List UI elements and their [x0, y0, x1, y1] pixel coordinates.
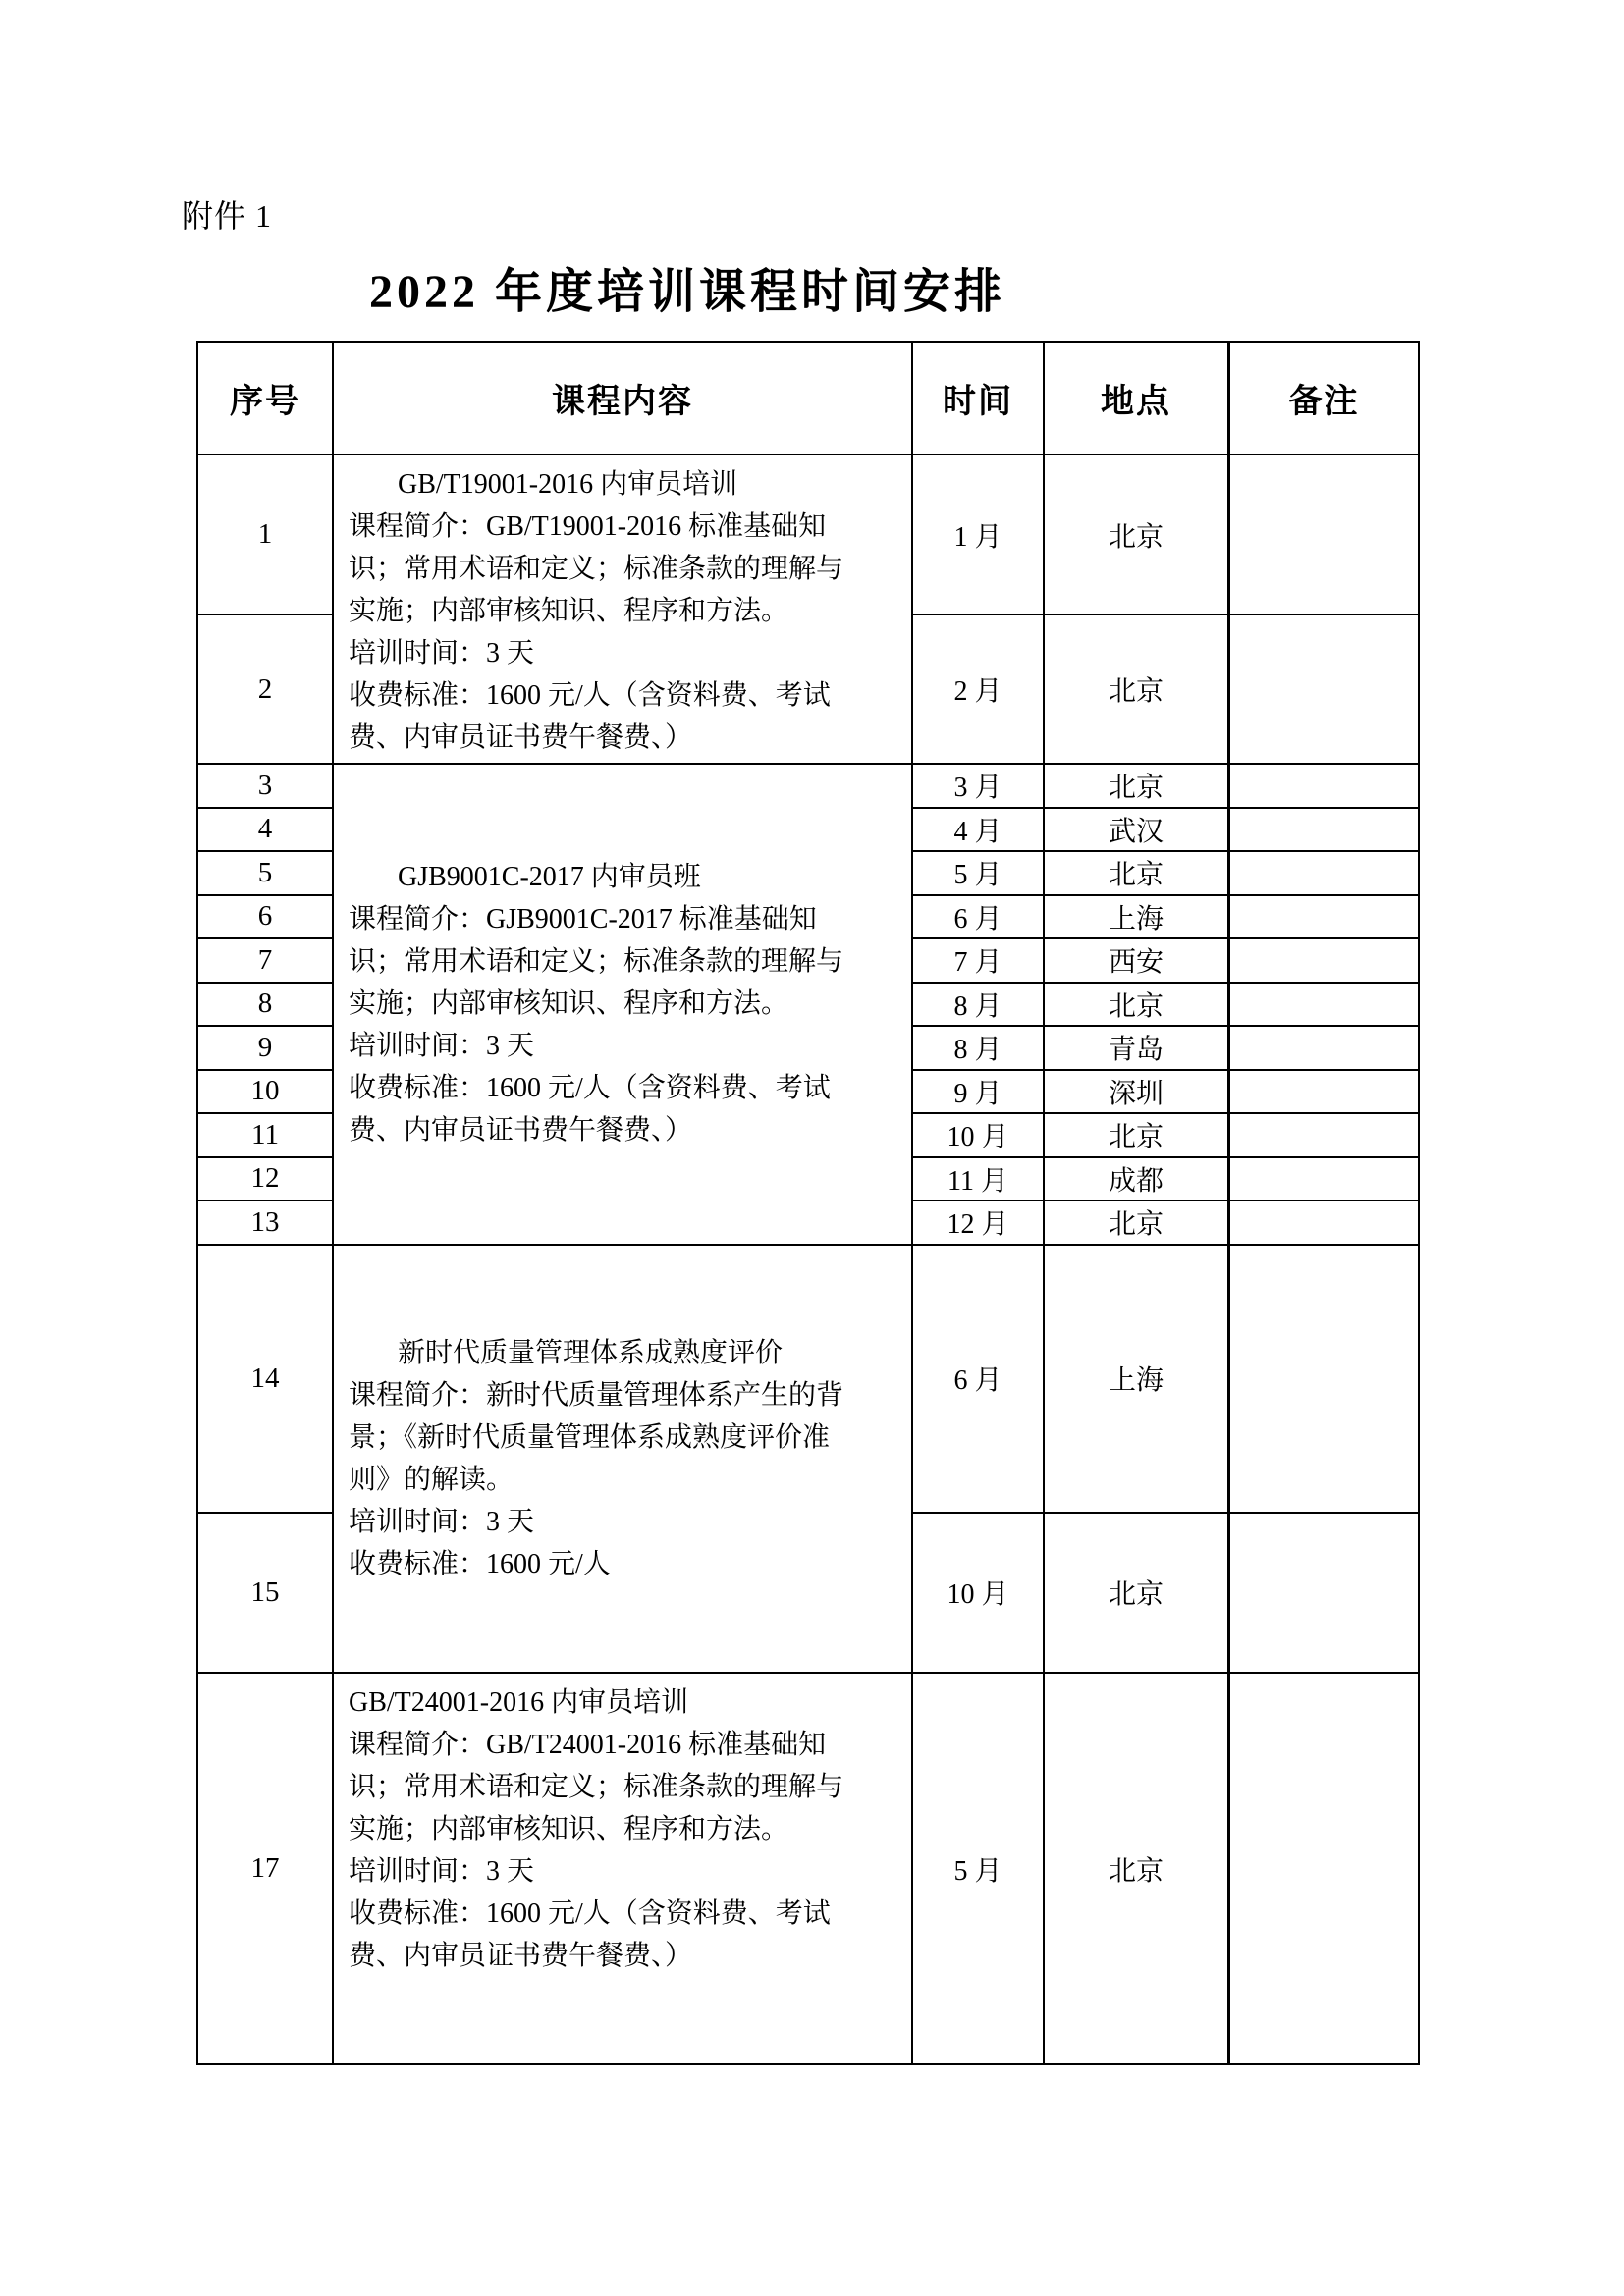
remark-cell [1227, 765, 1418, 809]
time-cell: 5 月 [913, 852, 1045, 896]
remark-cell [1227, 984, 1418, 1028]
course-description-line: 识；常用术语和定义；标准条款的理解与 [349, 946, 844, 978]
remark-cell [1227, 852, 1418, 896]
time-cell: 1 月 [913, 455, 1045, 615]
course-cell [334, 455, 913, 765]
time-cell: 12 月 [913, 1201, 1045, 1246]
remark-cell [1227, 1027, 1418, 1071]
location-cell: 深圳 [1045, 1071, 1227, 1115]
index-cell: 8 [198, 984, 334, 1028]
remark-cell [1227, 1071, 1418, 1115]
remark-cell [1227, 455, 1418, 615]
course-description-line: 课程简介：新时代质量管理体系产生的背 [349, 1379, 844, 1411]
location-cell: 青岛 [1045, 1027, 1227, 1071]
course-cell [334, 1246, 913, 1675]
time-cell: 7 月 [913, 939, 1045, 984]
time-cell: 8 月 [913, 984, 1045, 1028]
course-cell [334, 1674, 913, 2063]
course-description-line: 课程简介：GB/T19001-2016 标准基础知 [349, 511, 827, 542]
time-cell: 9 月 [913, 1071, 1045, 1115]
remark-cell [1227, 809, 1418, 853]
index-cell: 3 [198, 765, 334, 809]
header-time: 时间 [913, 343, 1045, 455]
course-description-line: 费、内审员证书费午餐费、） [349, 722, 693, 753]
location-cell: 西安 [1045, 939, 1227, 984]
course-description-line: 景；《新时代质量管理体系成熟度评价准 [349, 1421, 831, 1453]
course-title: GJB9001C-2017 内审员班 [398, 862, 701, 893]
location-cell: 上海 [1045, 1246, 1227, 1514]
course-description-line: 课程简介：GJB9001C-2017 标准基础知 [349, 904, 817, 935]
index-cell: 2 [198, 615, 334, 765]
header-course-content: 课程内容 [334, 343, 913, 455]
course-description-line: 费、内审员证书费午餐费、） [349, 1941, 693, 1971]
index-cell: 10 [198, 1071, 334, 1115]
header-location: 地点 [1045, 343, 1227, 455]
remark-cell [1227, 1201, 1418, 1246]
remark-cell [1227, 1158, 1418, 1202]
location-cell: 北京 [1045, 984, 1227, 1028]
course-description-line: 收费标准：1600 元/人（含资料费、考试 [349, 1073, 831, 1104]
time-cell: 4 月 [913, 809, 1045, 853]
course-title: GB/T19001-2016 内审员培训 [398, 469, 738, 500]
index-cell: 15 [198, 1514, 334, 1675]
location-cell: 北京 [1045, 615, 1227, 765]
course-description-line: 收费标准：1600 元/人（含资料费、考试 [349, 1898, 831, 1929]
time-cell: 8 月 [913, 1027, 1045, 1071]
course-cell [334, 765, 913, 1246]
page-title: 2022 年度培训课程时间安排 [368, 266, 1005, 318]
course-description-line: 费、内审员证书费午餐费、） [349, 1115, 693, 1147]
time-cell: 10 月 [913, 1514, 1045, 1675]
course-description-line: 实施；内部审核知识、程序和方法。 [349, 1814, 789, 1844]
course-description-line: 识；常用术语和定义；标准条款的理解与 [349, 554, 844, 584]
index-cell: 1 [198, 455, 334, 615]
course-description-line: 培训时间：3 天 [349, 638, 535, 668]
index-cell: 6 [198, 896, 334, 940]
index-cell: 17 [198, 1674, 334, 2063]
remark-cell [1227, 1514, 1418, 1675]
time-cell: 10 月 [913, 1114, 1045, 1158]
course-description-line: 培训时间：3 天 [349, 1031, 535, 1062]
schedule-table [196, 341, 1420, 2065]
location-cell: 北京 [1045, 1201, 1227, 1246]
course-description-line: 培训时间：3 天 [349, 1856, 535, 1887]
remark-cell [1227, 896, 1418, 940]
index-cell: 12 [198, 1158, 334, 1202]
course-description-line: 培训时间：3 天 [349, 1506, 535, 1537]
index-cell: 7 [198, 939, 334, 984]
course-description-line: 识；常用术语和定义；标准条款的理解与 [349, 1772, 844, 1802]
location-cell: 北京 [1108, 1855, 1164, 1887]
index-cell: 11 [198, 1114, 334, 1158]
course-description-line: 则》的解读。 [349, 1464, 514, 1495]
remark-cell [1227, 1674, 1418, 2063]
course-description-line: 收费标准：1600 元/人（含资料费、考试 [349, 680, 831, 711]
remark-cell [1227, 1246, 1418, 1514]
course-description-line: 实施；内部审核知识、程序和方法。 [349, 596, 789, 626]
time-cell: 3 月 [913, 765, 1045, 809]
course-title: 新时代质量管理体系成熟度评价 [398, 1337, 784, 1368]
time-cell: 6 月 [913, 896, 1045, 940]
location-cell: 北京 [1045, 1514, 1227, 1675]
index-cell: 13 [198, 1201, 334, 1246]
header-index: 序号 [198, 343, 334, 455]
time-cell: 6 月 [913, 1246, 1045, 1514]
location-cell: 上海 [1045, 896, 1227, 940]
location-cell: 成都 [1045, 1158, 1227, 1202]
location-cell: 北京 [1045, 455, 1227, 615]
remark-cell [1227, 939, 1418, 984]
header-remark: 备注 [1227, 343, 1418, 455]
location-cell: 北京 [1045, 852, 1227, 896]
attachment-label: 附件 1 [182, 198, 273, 234]
location-cell: 武汉 [1045, 809, 1227, 853]
course-description-line: 收费标准：1600 元/人 [349, 1548, 611, 1579]
remark-cell [1227, 615, 1418, 765]
index-cell: 9 [198, 1027, 334, 1071]
index-cell: 14 [198, 1246, 334, 1514]
location-cell: 北京 [1045, 1114, 1227, 1158]
course-description-line: 实施；内部审核知识、程序和方法。 [349, 988, 789, 1020]
time-cell: 11 月 [913, 1158, 1045, 1202]
course-description-line: 课程简介：GB/T24001-2016 标准基础知 [349, 1730, 827, 1760]
time-cell: 2 月 [913, 615, 1045, 765]
remark-cell [1227, 1114, 1418, 1158]
index-cell: 5 [198, 852, 334, 896]
index-cell: 4 [198, 809, 334, 853]
time-cell: 5 月 [913, 1674, 1045, 2063]
location-cell: 北京 [1045, 765, 1227, 809]
course-title: GB/T24001-2016 内审员培训 [349, 1687, 689, 1718]
